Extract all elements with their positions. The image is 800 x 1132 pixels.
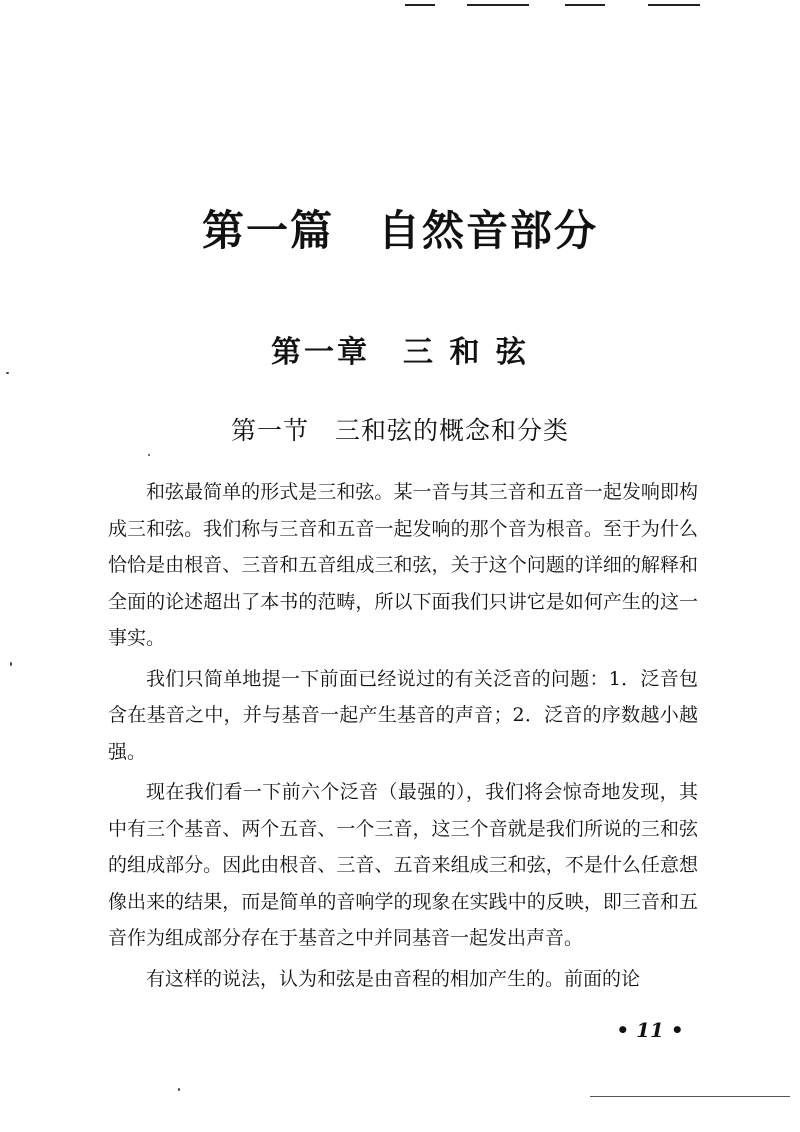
part-title: 第一篇 自然音部分: [201, 206, 598, 255]
top-rule-4: [648, 4, 700, 6]
bottom-rule: [590, 1096, 790, 1097]
paragraph: 有这样的说法，认为和弦是由音程的相加产生的。前面的论: [146, 967, 641, 990]
paragraph: 我们只简单地提一下前面已经说过的有关泛音的问题：1．泛音包含在基音之中，并与基音一起产生基音的声音；2．泛音的序数越小越强。: [108, 667, 698, 763]
scan-speck: [10, 662, 12, 666]
paragraph: 和弦最简单的形式是三和弦。某一音与其三音和五音一起发响即构成三和弦。我们称与三音和五音一起发响的那个音为根音。至于为什么恰恰是由根音、三音和五音组成三和弦，关于这个问题的详细的解释和全面的论述超出了本书的范畴，所以下面我们只讲它是如何产生的这一事实。: [108, 481, 698, 649]
top-rule-2: [467, 4, 529, 6]
page-number: • 11 •: [616, 1018, 684, 1042]
paragraph: 现在我们看一下前六个泛音（最强的），我们将会惊奇地发现，其中有三个基音、两个五音、一个三音，这三个音就是我们所说的三和弦的组成部分。因此由根音、三音、五音来组成三和弦，不是什么任意想像出来的结果，而是简单的音响学的现象在实践中的反映，即三音和五音作为组成部分存在于基音之中并同基音一起发出声音。: [108, 781, 698, 949]
top-rule-1: [405, 4, 435, 6]
scan-speck: [178, 1088, 180, 1091]
top-rule-3: [565, 4, 605, 6]
scan-speck: [6, 372, 9, 374]
scan-speck: [148, 454, 150, 456]
body-text: [108, 474, 698, 1001]
chapter-title: 第一章 三 和 弦: [271, 335, 529, 370]
section-title: 第一节 三和弦的概念和分类: [230, 416, 569, 445]
